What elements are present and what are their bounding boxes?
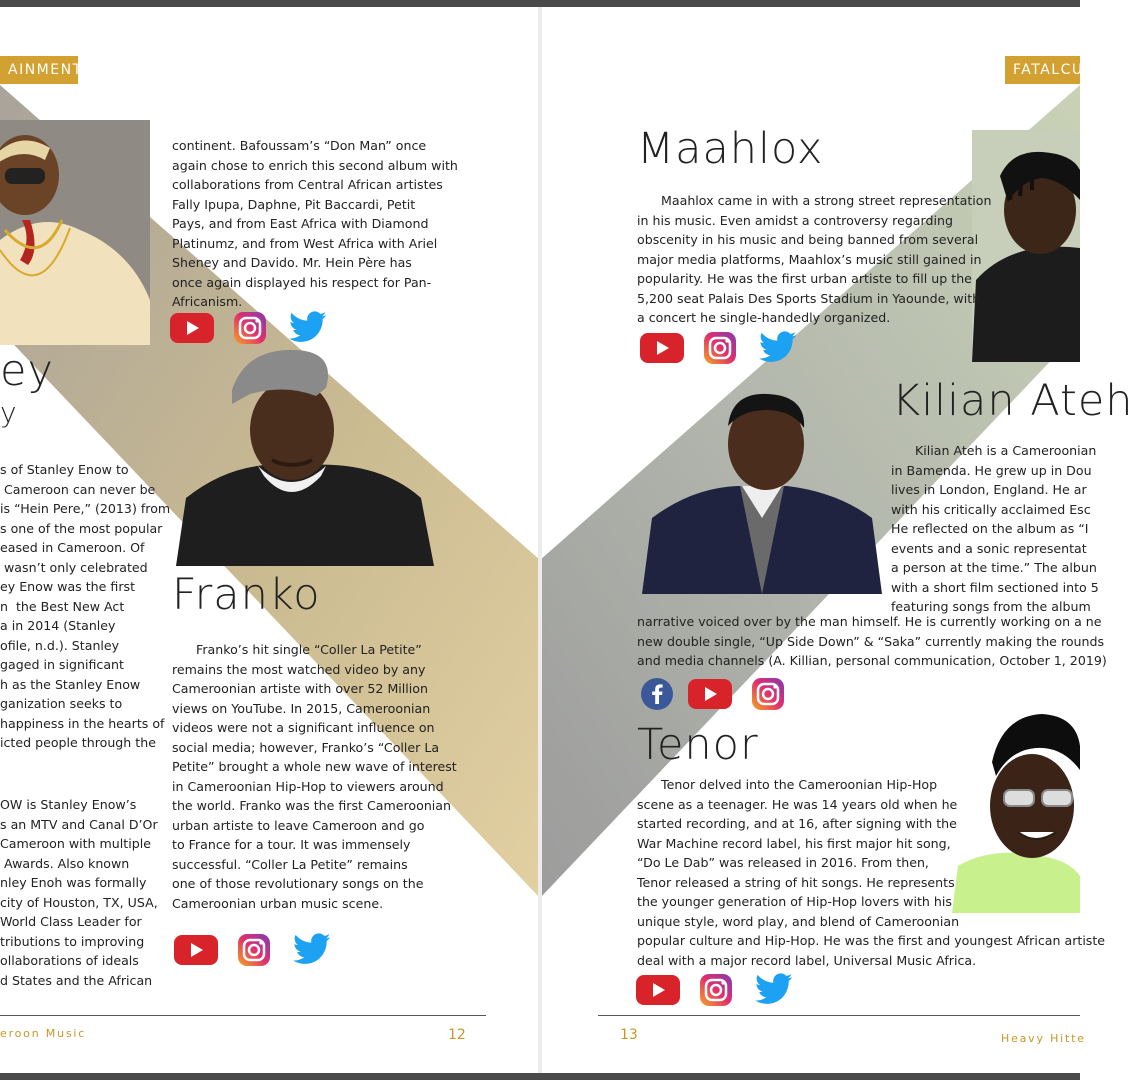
right-footer-rule [598, 1015, 1080, 1016]
kilian-ateh-name: Kilian Ateh [892, 376, 1134, 426]
youtube-icon[interactable] [688, 676, 732, 712]
instagram-icon[interactable] [228, 310, 272, 346]
instagram-icon[interactable] [694, 972, 738, 1008]
hein-pere-continued-text: continent. Bafoussam’s “Don Man” once again chose to enrich this second album with collaborations from Central African artistes Fally Ipupa, Daphne, Pit Baccardi, Petit Pays, and from East Africa with Diamond Platinumz, and from West Africa with Ariel Sheney and Davido. Mr. Hein Père has once again displayed his respect for Pan- Africanism. [172, 138, 458, 309]
stanley-social-links [170, 310, 330, 346]
twitter-icon[interactable] [290, 932, 334, 968]
twitter-icon[interactable] [752, 972, 796, 1008]
right-section-tag: FATALCU [1005, 56, 1080, 84]
youtube-icon[interactable] [174, 932, 218, 968]
instagram-icon[interactable] [232, 932, 276, 968]
kilian-social-links [640, 676, 790, 712]
franko-social-links [174, 932, 334, 968]
left-page-number: 12 [448, 1027, 466, 1043]
franko-bio: Franko’s hit single “Coller La Petite” remains the most watched video by any Cameroonian artiste with over 52 Million views on YouTube. In 2015, Cameroonian videos were not a significant influence on social media; however, Franko’s “Coller La Petite” brought a whole new wave of interest in Cameroonian Hip-Hop to viewers around the world. Franko was the first Cameroonian urban artiste to leave Cameroon and go to France for a tour. It was immensely successful. “Coller La Petite” remains one of those revolutionary songs on the Cameroonian urban music scene. [172, 642, 457, 911]
stanley-subtitle-fragment: y [0, 396, 18, 429]
maahlox-bio: Maahlox came in with a strong street representation in his music. Even amidst a controversy regarding obscenity in his music and being banned from several major media platforms, Maahlox’s music still gained in popularity. He was the first urban artiste to fill up the 5,200 seat Palais Des Sports Stadium in Yaounde, with a concert he single-handedly organized. [637, 193, 992, 325]
youtube-icon[interactable] [640, 330, 684, 366]
window-bottom-bar [0, 1073, 1080, 1080]
maahlox-social-links [640, 330, 800, 366]
youtube-icon[interactable] [170, 310, 214, 346]
stanley-bio: s of Stanley Enow to Cameroon can never be is “Hein Pere,” (2013) from s one of the most popular eased in Cameroon. Of wasn’t only celebrated ey Enow was the first n the Best New Act a in 2014 (Stanley ofile, n.d.). Stanley gaged in significant h as the Stanley Enow ganization seeks to happiness in the hearts of icted people through the [0, 462, 171, 750]
right-footer-text: Heavy Hitte [1001, 1032, 1086, 1045]
stanley-name-fragment: ey [0, 346, 54, 396]
left-footer-text: eroon Music [0, 1027, 87, 1040]
franko-name: Franko [172, 570, 321, 620]
twitter-icon[interactable] [756, 330, 800, 366]
facebook-icon[interactable] [640, 676, 674, 712]
tenor-name: Tenor [637, 720, 759, 770]
tenor-bio: Tenor delved into the Cameroonian Hip-Hop scene as a teenager. He was 14 years old when he started recording, and at 16, after signing with the War Machine record label, his first major hit song, “Do Le Dab” was released in 2016. From then, Tenor released a string of hit songs. He represents the younger generation of Hip-Hop lovers with his unique style, word play, and blend of Cameroonian popular culture and Hip-Hop. He was the first and youngest African artiste deal with a major record label, Universal Music Africa. [637, 777, 1106, 968]
window-top-bar [0, 0, 1080, 7]
right-page-number: 13 [620, 1027, 638, 1043]
twitter-icon[interactable] [286, 310, 330, 346]
kilian-ateh-portrait [642, 388, 882, 594]
franko-portrait [176, 348, 434, 566]
left-footer-rule [0, 1015, 486, 1016]
instagram-icon[interactable] [746, 676, 790, 712]
instagram-icon[interactable] [698, 330, 742, 366]
kilian-ateh-bio: Kilian Ateh is a Cameroonian in Bamenda. He grew up in Dou lives in London, England. He ar with his critically acclaimed Esc He reflected on the album as “I events and a sonic representat a person at the time.” The albun with a short film sectioned into 5 featuring songs from the album [891, 443, 1099, 614]
page-gutter [538, 0, 542, 1080]
youtube-icon[interactable] [636, 972, 680, 1008]
maahlox-name: Maahlox [637, 124, 824, 174]
kilian-ateh-bio-wide: narrative voiced over by the man himself. He is currently working on a ne new double single, “Up Side Down” & “Saka” currently making the rounds and media channels (A. Killian, personal communication, October 1, 2019) [637, 614, 1107, 668]
tenor-social-links [636, 972, 796, 1008]
left-section-tag: AINMENT [0, 56, 78, 84]
stanley-bio-continued: OW is Stanley Enow’s s an MTV and Canal D’Or Cameroon with multiple Awards. Also known nley Enoh was formally city of Houston, TX, USA, World Class Leader for tributions to improving ollaborations of ideals d States and the African [0, 797, 158, 988]
stanley-enow-portrait [0, 120, 150, 345]
